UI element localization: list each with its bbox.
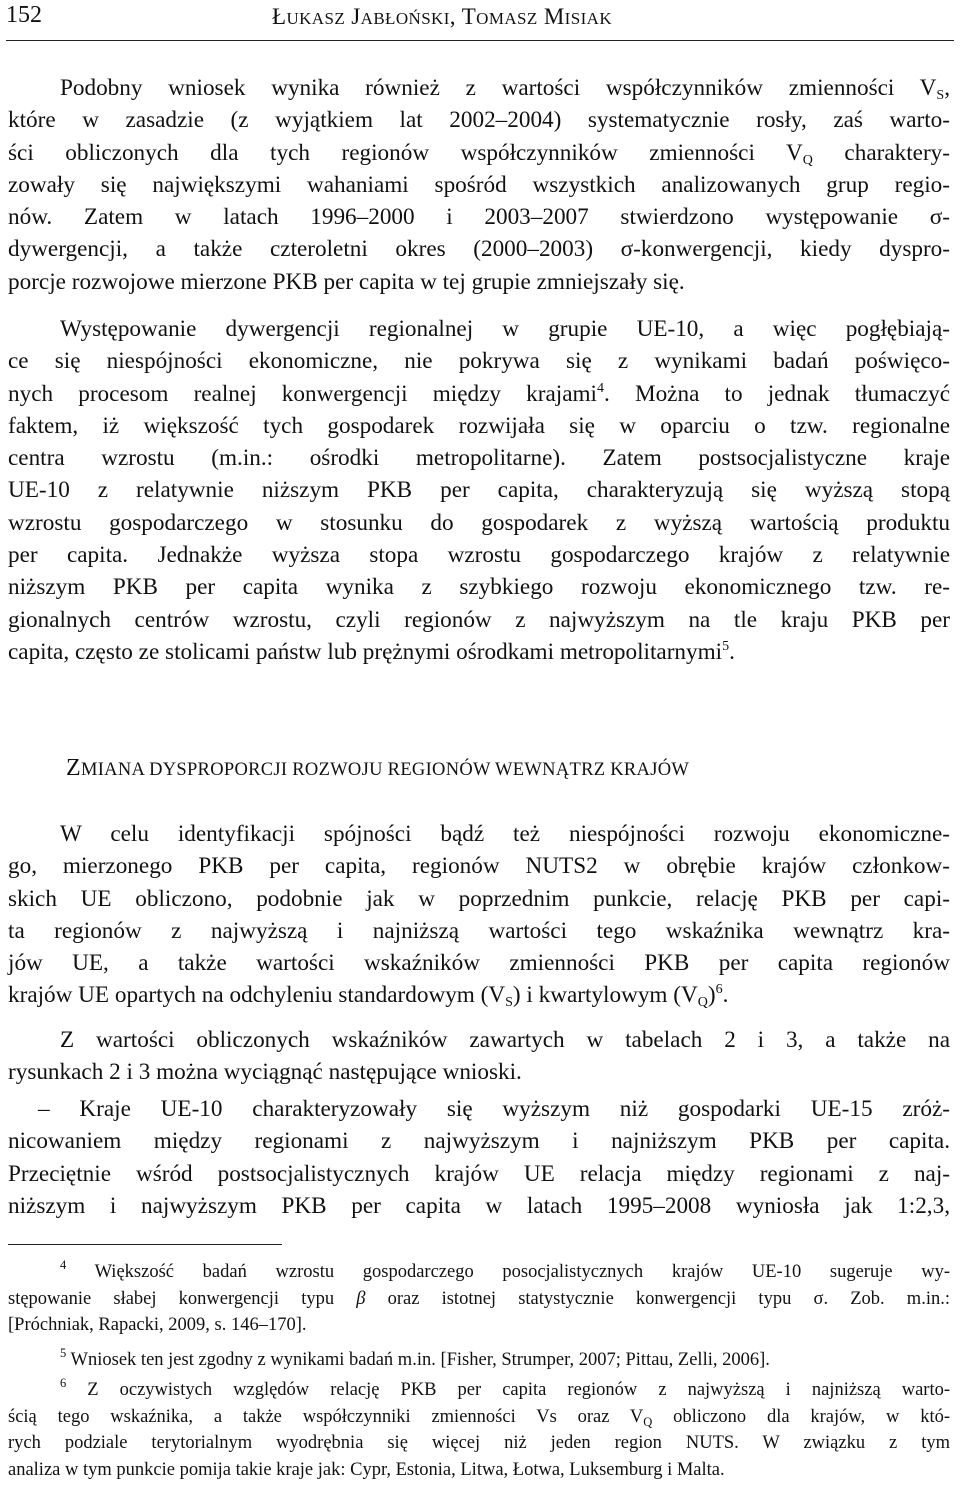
body-paragraph-3 [8,818,950,1012]
footnote-ref-4: 4 [597,380,604,396]
footnote-mark: 5 [60,1346,67,1360]
text-line: capita, często ze stolicami państw lub prężnymi ośrodkami metropolitarnymi$^5$. [8,638,735,665]
list-item-line: – Kraje UE-10 charakteryzowały się wyższym niż gospodarki UE-15 zróż- [38,1096,950,1122]
footnote-line: $^6$ Z oczywistych względów relację PKB per capita regionów z najwyższą i najniższą warto- [60,1376,950,1400]
text-line: ści obliczonych dla tych regionów współczynników zmienności $V_Q$ charaktery- [8,139,950,168]
footnote-separator [8,1244,282,1245]
footnote-line: [Próchniak, Rapacki, 2009, s. 146–170]. [8,1315,307,1336]
footnote-4 [8,1259,950,1339]
running-head-authors: ŁUKASZ JABŁOŃSKI, TOMASZ MISIAK [272,4,613,29]
text-line: krajów UE opartych na odchyleniu standardowym $(V_S)$ i kwartylowym $(V_Q)^6$. [8,982,729,1011]
author-1-first-name: UKASZ [286,9,346,28]
text-line: które w zasadzie (z wyjątkiem lat 2002–2004) systematycznie rosły, zaś warto- [8,107,950,134]
footnote-5 [8,1347,950,1374]
text-line: nych procesom realnej konwergencji między krajami$^4$. Można to jednak tłumaczyć [8,380,950,407]
text-line: wzrostu gospodarczego w stosunku do gospodarek z wyższą wartością produktu [8,509,950,536]
body-paragraph-5 [8,1093,950,1222]
page-number: 152 [6,2,42,28]
text-line: centra wzrostu (m.in.: ośrodki metropolitarne). Zatem postsocjalistyczne kraje [8,445,950,472]
text-line: zowały się największymi wahaniami spośród wszystkich analizowanych grup regio- [8,171,950,198]
body-paragraph-4 [8,1024,950,1089]
text-line: Przeciętnie wśród postsocjalistycznych krajów UE relacja między regionami z naj- [8,1160,950,1187]
text-line: W celu identyfikacji spójności bądź też niespójności rozwoju ekonomiczne- [60,821,950,847]
footnote-mark: 4 [60,1258,67,1272]
text-line: nicowaniem między regionami z najwyższym i najniższym PKB per capita. [8,1128,950,1155]
text-line: skich UE obliczono, podobnie jak w poprzednim punkcie, relację PKB per capi- [8,885,950,912]
text-line: Podobny wniosek wynika również z wartości współczynników zmienności $V_S$, [60,75,950,103]
author-1-surname-initial: J [351,4,361,29]
text-line: faktem, iż większość tych gospodarek rozwijała się w oparciu o tzw. regionalne [8,412,950,439]
body-paragraph-2 [8,313,950,668]
text-line: Występowanie dywergencji regionalnej w grupie UE-10, a więc pogłębiają- [60,316,950,342]
text-line: Z wartości obliczonych wskaźników zawartych w tabelach 2 i 3, a także na [60,1027,950,1053]
text-line: porcje rozwojowe mierzone PKB per capita w tej grupie zmniejszały się. [8,268,685,295]
footnote-ref-6: 6 [715,982,723,998]
text-line: rysunkach 2 i 3 można wyciągnąć następujące wnioski. [8,1059,522,1086]
text-line: go, mierzonego PKB per capita, regionów NUTS2 w obrębie krajów członkow- [8,853,950,880]
author-2-surname: ISIAK [564,9,613,28]
body-paragraph-1 [8,72,950,298]
text-line: niższym i najwyższym PKB per capita w latach 1995–2008 wyniosła jak 1:2,3, [8,1192,950,1219]
footnote-line: ścią tego wskaźnika, a także współczynniki zmienności Vs oraz $V_Q$ obliczono dla krajów, w któ- [8,1406,951,1429]
footnote-mark: 6 [60,1376,67,1390]
author-2-first-name: OMASZ [476,9,538,28]
footnote-line: $^4$ Większość badań wzrostu gospodarczego posocjalistycznych krajów UE-10 sugeruje wy- [60,1258,950,1282]
footnote-line: analiza w tym punkcie pomija takie kraje jak: Cypr, Estonia, Litwa, Łotwa, Luksemburg i Malta. [8,1460,725,1481]
text-line: UE-10 z relatywnie niższym PKB per capita, charakteryzują się wyższą stopą [8,477,950,504]
footnote-line: rych podziale terytorialnym wyodrębnia się więcej niż jeden region NUTS. W związku z tym [8,1433,950,1454]
text-line: ta regionów z najwyższą i najniższą wartości tego wskaźnika wewnątrz kra- [8,917,950,944]
footnote-6 [8,1377,950,1484]
author-2-initial: T [461,4,477,29]
footnote-line: stępowanie słabej konwergencji typu β oraz istotnej statystycznie konwergencji typu σ. Zob. m.in.: [8,1288,950,1309]
text-line: ce się niespójności ekonomiczne, nie pokrywa się z wynikami badań poświęco- [8,348,950,375]
text-line: per capita. Jednakże wyższa stopa wzrostu gospodarczego krajów z relatywnie [8,542,950,569]
text-line: nów. Zatem w latach 1996–2000 i 2003–2007 stwierdzono występowanie σ- [8,204,950,231]
text-line: dywergencji, a także czteroletni okres (2000–2003) σ-konwergencji, kiedy dyspro- [8,236,950,263]
text-line: niższym PKB per capita wynika z szybkiego rozwoju ekonomicznego tzw. re- [8,574,950,601]
section-heading: ZMIANA DYSPROPORCJI ROZWOJU REGIONÓW WEWNĄTRZ KRAJÓW [66,755,690,781]
footnote-line: $^5$ Wniosek ten jest zgodny z wynikami badań m.in. [Fisher, Strumper, 2007; Pittau, Zelli, 2006]. [60,1346,770,1370]
text-line: gionalnych centrów wzrostu, czyli regionów z najwyższym na tle kraju PKB per [8,606,950,633]
footnote-ref-5: 5 [722,638,730,654]
author-1-surname: ABŁOŃSKI [360,9,450,28]
author-2-surname-initial: M [543,4,565,29]
author-1-initial: Ł [272,4,287,29]
text-line: jów UE, a także wartości wskaźników zmienności PKB per capita regionów [8,950,950,977]
page-header [6,0,954,41]
